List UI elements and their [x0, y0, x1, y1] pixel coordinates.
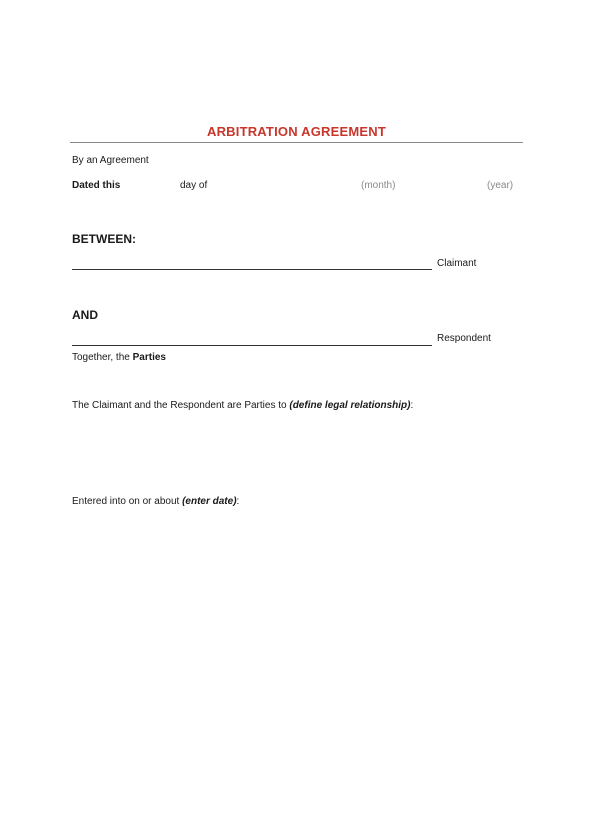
relationship-suffix: : [410, 400, 414, 411]
year-placeholder: (year) [487, 180, 514, 191]
entered-line [72, 496, 239, 508]
claimant-name-line[interactable] [72, 269, 432, 270]
and-heading: AND [72, 308, 98, 322]
entered-prefix: Entered into on or about [72, 496, 183, 507]
entered-suffix: : [236, 496, 240, 507]
dated-this-label: Dated this [72, 180, 121, 191]
relationship-line [72, 400, 413, 412]
respondent-label: Respondent [437, 333, 491, 344]
relationship-bold: (define legal relationship) [289, 400, 411, 411]
month-placeholder: (month) [361, 180, 396, 191]
respondent-name-line[interactable] [72, 345, 432, 346]
parties-prefix: Together, the [72, 352, 133, 363]
title-underline [70, 142, 523, 143]
intro-text: By an Agreement [72, 155, 149, 166]
parties-line [72, 352, 166, 364]
document-title: ARBITRATION AGREEMENT [207, 124, 386, 139]
entered-bold: (enter date) [182, 496, 237, 507]
parties-bold: Parties [132, 352, 166, 363]
relationship-prefix: The Claimant and the Respondent are Parties to [72, 400, 290, 411]
day-of-label: day of [180, 180, 208, 191]
between-heading: BETWEEN: [72, 232, 136, 246]
claimant-label: Claimant [437, 258, 477, 269]
